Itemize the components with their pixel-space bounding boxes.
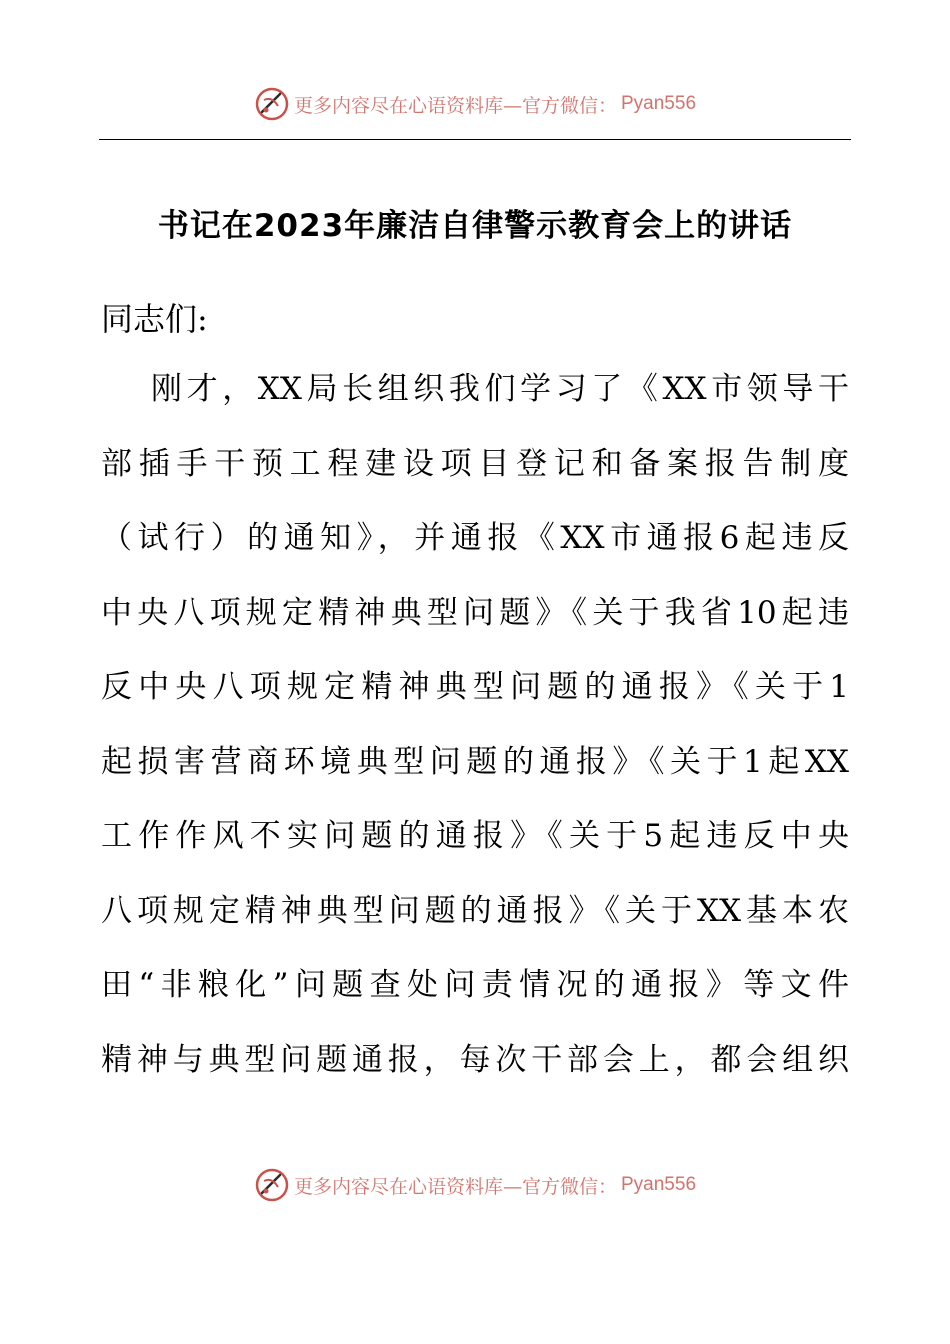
banner-wechat-id: Pyan556 <box>621 93 697 114</box>
body-line: 反中央八项规定精神典型问题的通报》《关于1 <box>101 669 849 705</box>
salutation: 同志们: <box>101 300 208 338</box>
document-title: 书记在2023年廉洁自律警示教育会上的讲话 <box>157 208 793 244</box>
body-line: 起损害营商环境典型问题的通报》《关于1起XX <box>101 743 849 780</box>
banner-wechat-id: Pyan556 <box>621 1174 697 1195</box>
body-line: 精神与典型问题通报，每次干部会上，都会组织 <box>101 1041 849 1078</box>
page-header-banner <box>0 84 950 124</box>
banner-text: 更多内容尽在心语资料库—官方微信： <box>293 94 617 117</box>
logo-icon <box>254 1167 290 1203</box>
body-line: 田“非粮化”问题查处问责情况的通报》等文件 <box>101 967 849 1003</box>
body-line: 部插手干预工程建设项目登记和备案报告制度 <box>101 445 849 482</box>
document-body <box>101 365 849 1110</box>
body-line: 中央八项规定精神典型问题》《关于我省10起违 <box>101 594 849 631</box>
body-line: 工作作风不实问题的通报》《关于5起违反中央 <box>101 818 849 854</box>
logo-icon <box>254 86 290 122</box>
body-line: （试行）的通知》，并通报《XX市通报6起违反 <box>101 520 849 556</box>
page-footer-banner <box>0 1165 950 1205</box>
banner-text: 更多内容尽在心语资料库—官方微信： <box>293 1175 617 1198</box>
body-line: 八项规定精神典型问题的通报》《关于XX基本农 <box>101 892 849 929</box>
body-line: 刚才，XX局长组织我们学习了《XX市领导干 <box>151 371 849 407</box>
header-divider <box>99 139 851 140</box>
